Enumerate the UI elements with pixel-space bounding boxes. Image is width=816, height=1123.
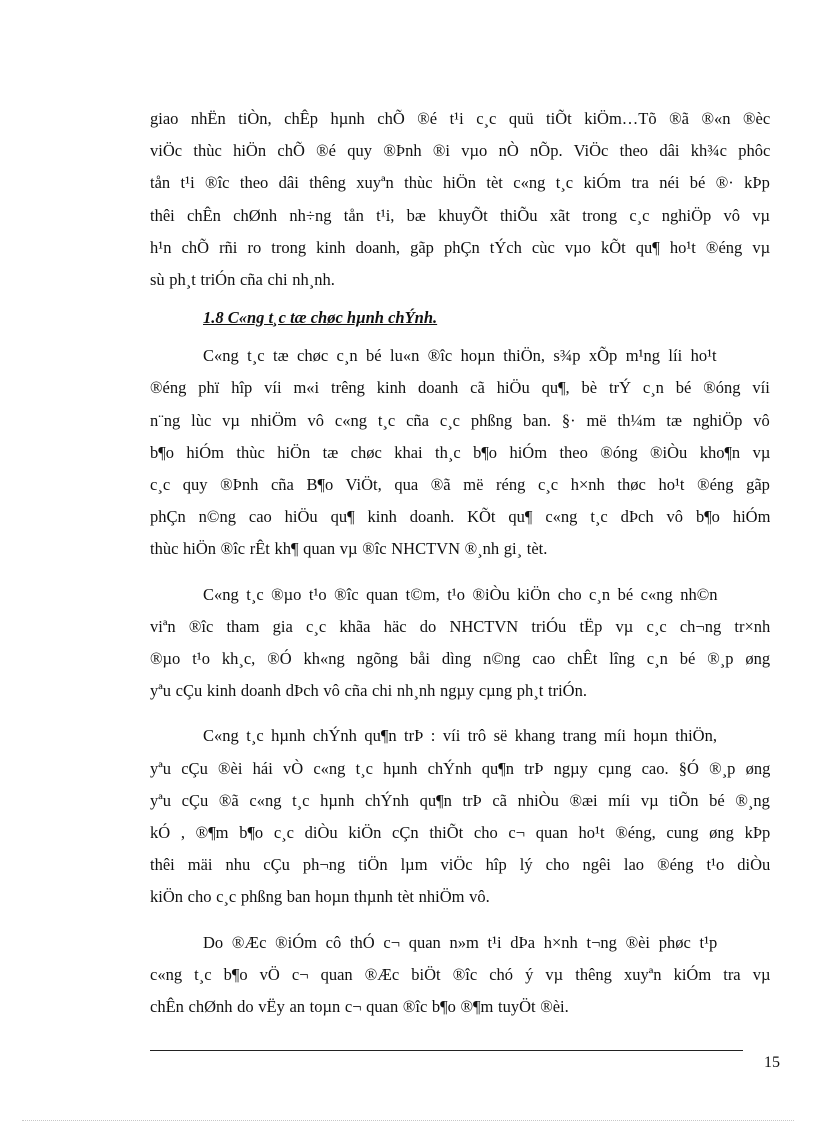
text-line: yªu cÇu kinh doanh dÞch vô cña chi nh¸nh ngµy cµng ph¸t triÓn. bbox=[150, 681, 587, 701]
paragraph-3 bbox=[150, 579, 770, 708]
text-line: ®éng phï hîp víi m«i trêng kinh doanh cã hiÖu qu¶, bè trÝ c¸n bé ®óng víi bbox=[150, 378, 770, 398]
text-line: thêi mäi nhu cÇu ph¬ng tiÖn lµm viÖc hîp lý cho ngêi lao ®éng t¹o diÒu bbox=[150, 855, 770, 875]
text-line: yªu cÇu ®èi hái vÒ c«ng t¸c hµnh chÝnh qu¶n trÞ ngµy cµng cao. §Ó ®¸p øng bbox=[150, 758, 770, 778]
text-line: b¶o hiÓm thùc hiÖn tæ chøc khai th¸c b¶o hiÓm theo ®óng ®iÒu kho¶n vµ bbox=[150, 442, 770, 462]
text-line: C«ng t¸c ®µo t¹o ®îc quan t©m, t¹o ®iÒu kiÖn cho c¸n bé c«ng nh©n bbox=[203, 584, 718, 604]
text-line: kÓ , ®¶m b¶o c¸c diÒu kiÖn cÇn thiÕt cho c¬ quan ho¹t ®éng, cung øng kÞp bbox=[150, 823, 770, 843]
text-line: phÇn n©ng cao hiÖu qu¶ kinh doanh. KÕt qu¶ c«ng t¸c dÞch vô b¶o hiÓm bbox=[150, 507, 770, 527]
text-line: n¨ng lùc vµ nhiÖm vô c«ng t¸c cña c¸c phßng ban. §· më th¼m tæ nghiÖp vô bbox=[150, 410, 770, 430]
text-line: giao nhËn tiÒn, chÊp hµnh chÕ ®é t¹i c¸c quü tiÕt kiÖm…Tõ ®ã ®«n ®èc bbox=[150, 109, 770, 128]
page-bottom-edge bbox=[22, 1120, 794, 1121]
paragraph-5 bbox=[150, 927, 770, 1024]
text-line: c¸c quy ®Þnh cña B¶o ViÖt, qua ®ã më réng c¸c h×nh thøc ho¹t ®éng gãp bbox=[150, 475, 770, 495]
footer-divider bbox=[150, 1050, 743, 1051]
text-line: viÖc thùc hiÖn chÕ ®é quy ®Þnh ®i vµo nÒ nÕp. ViÖc theo dâi kh¾c phôc bbox=[150, 141, 770, 161]
text-line: Do ®Æc ®iÓm cô thÓ c¬ quan n»m t¹i dÞa h×nh t¬ng ®èi phøc t¹p bbox=[203, 932, 718, 952]
text-line: C«ng t¸c hµnh chÝnh qu¶n trÞ : víi trô së khang trang míi hoµn thiÖn, bbox=[203, 726, 717, 746]
text-line: thêi chÊn chØnh nh÷ng tån t¹i, bæ khuyÕt thiÕu xãt trong c¸c nghiÖp vô vµ bbox=[150, 205, 770, 225]
paragraph-1 bbox=[150, 103, 770, 296]
text-line: kiÖn cho c¸c phßng ban hoµn thµnh tèt nhiÖm vô. bbox=[150, 887, 490, 907]
text-line: C«ng t¸c tæ chøc c¸n bé lu«n ®îc hoµn thiÖn, s¾p xÕp m¹ng líi ho¹t bbox=[203, 346, 717, 366]
text-line: tån t¹i ®îc theo dâi thêng xuyªn thùc hiÖn tèt c«ng t¸c kiÓm tra néi bé ®· kÞp bbox=[150, 173, 770, 193]
text-line: h¹n chÕ rñi ro trong kinh doanh, gãp phÇn tÝch cùc vµo kÕt qu¶ ho¹t ®éng vµ bbox=[150, 237, 770, 257]
text-line: thùc hiÖn ®îc rÊt kh¶ quan vµ ®îc NHCTVN ®¸nh gi¸ tèt. bbox=[150, 539, 548, 559]
page-number: 15 bbox=[764, 1054, 780, 1071]
section-heading: 1.8 C«ng t¸c tæ chøc hµnh chÝnh. bbox=[203, 308, 438, 328]
text-line: viªn ®îc tham gia c¸c khãa häc do NHCTVN triÓu tËp vµ c¸c ch¬ng tr×nh bbox=[150, 616, 770, 636]
text-line: ®µo t¹o kh¸c, ®Ó kh«ng ngõng båi dìng n©ng cao chÊt lîng c¸n bé ®¸p øng bbox=[150, 649, 770, 669]
paragraph-2 bbox=[150, 340, 770, 565]
page-body bbox=[150, 103, 770, 1023]
paragraph-4 bbox=[150, 720, 770, 913]
text-line: c«ng t¸c b¶o vÖ c¬ quan ®Æc biÖt ®îc chó ý vµ thêng xuyªn kiÓm tra vµ bbox=[150, 964, 770, 984]
text-line: yªu cÇu ®ã c«ng t¸c hµnh chÝnh qu¶n trÞ cã nhiÒu ®æi míi vµ tiÕn bé ®¸ng bbox=[150, 790, 770, 810]
text-line: sù ph¸t triÓn cña chi nh¸nh. bbox=[150, 270, 335, 290]
text-line: chÊn chØnh do vËy an toµn c¬ quan ®îc b¶o ®¶m tuyÖt ®èi. bbox=[150, 997, 569, 1017]
